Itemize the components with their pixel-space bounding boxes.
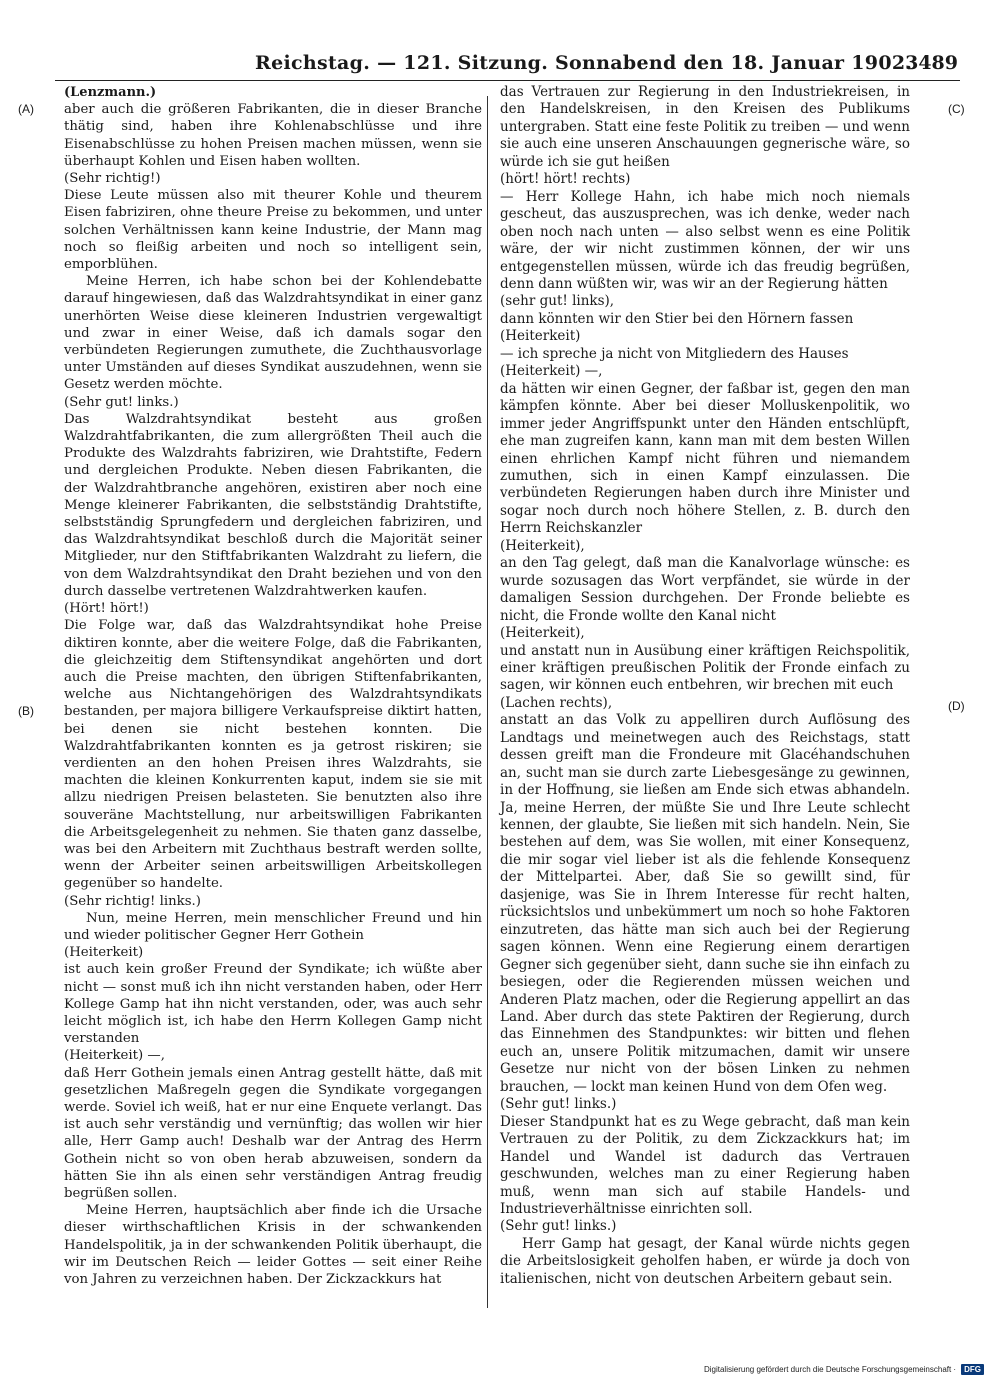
interjection: (Heiterkeit), bbox=[500, 625, 585, 642]
footer bbox=[704, 1364, 984, 1375]
interjection: (hört! hört! rechts) bbox=[500, 171, 631, 188]
paragraph: Dieser Standpunkt hat es zu Wege gebracht, daß man kein Vertrauen zu der Politik, zu dem Zickzackkurs hat; im Handel und Wandel ist dadurch das Vertrauen geschwunden, welches man zu einer Regierung haben muß, wenn man sich auf stabile Handels- und Industrieverhältnisse einrichten soll. bbox=[500, 1113, 910, 1217]
left-column bbox=[64, 84, 482, 1288]
paragraph: Die Folge war, daß das Walzdrahtsyndikat hohe Preise diktiren konnte, aber die weitere Folge, daß die Fabrikanten, die gleichzeitig dem Stiftensyndikat angehörten und dort auch die Preise machten, den übrigen Stiftenfabrikanten, welche aus Nichtangehörigen des Walzdrahtsyndikats bestanden, per majora billigere Verkaufspreise diktirt hatten, bei denen sie nicht bestehen konnten. Die Walzdrahtfabrikanten konnten es ja getrost riskiren; sie verdienten an den hohen Preisen ihres Walzdrahts, sie machten die kleinen Konkurrenten kaput, indem sie sie mit allzu niedrigen Preisen belasteten. Sie benutzten also ihre souveräne Machtstellung, nur arbeitswilligen Fabrikanten die Arbeitsgelegenheit zu nehmen. Sie thaten ganz dasselbe, was bei den Arbeitern mit Zuchthaus bestraft werden sollte, wenn der Arbeiter seinen arbeitswilligen Arbeitskollegen gegenüber so handelte. bbox=[64, 618, 482, 892]
interjection: (Hört! hört!) bbox=[64, 601, 149, 617]
dfg-logo-icon: DFG bbox=[961, 1364, 984, 1375]
margin-marker-a: (A) bbox=[18, 102, 34, 116]
paragraph: da hätten wir einen Gegner, der faßbar ist, gegen den man kämpfen könnte. Aber bei dieser Molluskenpolitik, wo immer jeder Angriffspunkt unter den Händen entschlüpft, ehe man zugreifen kann, kann man mit dem besten Willen einen ehrlichen Kampf nicht führen und niemandem zumuthen, sich in einen Kampf einzulassen. Die verbündeten Regierungen haben durch ihre Minister und sogar noch durch noch höhere Stellen, z. B. durch den Herrn Reichskanzler bbox=[500, 380, 910, 537]
interjection: (Sehr gut! links.) bbox=[64, 394, 179, 410]
header-rule bbox=[55, 80, 960, 81]
page-number: 3489 bbox=[905, 52, 958, 74]
paragraph: Diese Leute müssen also mit theurer Kohle und theurem Eisen fabriziren, ohne theure Preise zu bekommen, und unter solchen Verhältnissen kann keine Industrie, der Mann mag noch so fleißig arbeiten und noch so intelligent sein, emporblühen. bbox=[64, 188, 482, 273]
right-column bbox=[500, 84, 910, 1288]
interjection: (Heiterkeit) —, bbox=[500, 363, 603, 380]
paragraph: daß Herr Gothein jemals einen Antrag gestellt hätte, daß mit gesetzlichen Maßregeln gegen die Syndikate vorgegangen werde. Soviel ich weiß, hat er nur eine Enquete verlangt. Das ist auch sehr verständig und vernünftig; das wollen wir hier alle, Herr Gamp auch! Deshalb war der Antrag des Herrn Gothein nicht so von oben herab abzuweisen, sondern da hätten Sie ihn als einen sehr verständigen Antrag freudig begrüßen sollen. bbox=[64, 1065, 482, 1201]
interjection: (sehr gut! links), bbox=[500, 293, 615, 310]
paragraph: dann könnten wir den Stier bei den Hörnern fassen bbox=[500, 310, 854, 327]
margin-marker-b: (B) bbox=[18, 704, 34, 718]
paragraph: Meine Herren, ich habe schon bei der Kohlendebatte darauf hingewiesen, daß das Walzdrahtsyndikat in einer ganz unerhörten Weise diese kleineren Industrien vergewaltigt und zwar in einer Weise, daß ich damals sogar den verbündeten Regierungen zumuthete, die Zuchthausvorlage unter Umständen auf dieses Syndikat auszudehnen, wenn sie Gesetz werden möchte. bbox=[64, 274, 482, 393]
paragraph: ist auch kein großer Freund der Syndikate; ich wüßte aber nicht — sonst muß ich ihn nicht verstanden haben, oder Herr Kollege Gamp hat ihn nicht verstanden, oder, was auch sehr leicht möglich ist, ich habe den Herrn Kollegen Gamp nicht verstanden bbox=[64, 962, 482, 1047]
paragraph: Das Walzdrahtsyndikat besteht aus großen Walzdrahtfabrikanten, die zum allergrößten Theil auch die Produkte des Walzdrahts fabriziren, wie Drahtstifte, Federn und dergleichen Produkte. Neben diesen Fabrikanten, die der Walzdrahtbranche angehören, existiren aber noch eine Menge kleinerer Fabrikanten, die selbstständig Drahtstifte, selbstständig Sprungfedern und dergleichen fabriziren, und das Walzdrahtsyndikat beschloß durch die Majorität seiner Mitglieder, nur den Stiftfabrikanten Walzdraht zu liefern, die von dem Walzdrahtsyndikat den Draht beziehen und von den durch dasselbe vertretenen Walzdrahtwerken kaufen. bbox=[64, 411, 482, 599]
interjection: (Heiterkeit) bbox=[64, 945, 144, 961]
paragraph: Nun, meine Herren, mein menschlicher Freund und hin und wieder politischer Gegner Herr Gothein bbox=[64, 910, 482, 943]
interjection: (Lachen rechts), bbox=[500, 694, 613, 711]
paragraph: das Vertrauen zur Regierung in den Industriekreisen, in den Handelskreisen, in den Kreisen des Publikums untergraben. Statt eine feste Politik zu treiben — und wenn sie auch eine unseren Anschauungen gegnerische wäre, so würde ich sie gut heißen bbox=[500, 84, 910, 170]
interjection: (Heiterkeit) bbox=[500, 328, 581, 345]
paragraph: aber auch die größeren Fabrikanten, die in dieser Branche thätig sind, haben ihre Kohlenabschlüsse und ihre Eisenabschlüsse zu hohen Preisen machen müssen, wenn sie überhaupt Kohlen und Eisen haben wollten. bbox=[64, 102, 482, 169]
paragraph: und anstatt nun in Ausübung einer kräftigen Reichspolitik, einer kräftigen preußischen Politik der Fronde einfach zu sagen, wir können euch entbehren, wir brechen mit euch bbox=[500, 642, 910, 694]
interjection: (Heiterkeit) —, bbox=[64, 1048, 165, 1064]
footer-text: Digitalisierung gefördert durch die Deutsche Forschungsgemeinschaft · bbox=[703, 1365, 957, 1374]
interjection: (Sehr gut! links.) bbox=[500, 1096, 617, 1113]
page-header-title: Reichstag. — 121. Sitzung. Sonnabend den 18. Januar 1902. bbox=[255, 52, 913, 74]
paragraph: Herr Gamp hat gesagt, der Kanal würde nichts gegen die Arbeitslosigkeit geholfen haben, er würde ja doch von italienischen, nicht von deutschen Arbeitern gebaut sein. bbox=[500, 1235, 910, 1287]
interjection: (Sehr richtig!) bbox=[64, 171, 161, 187]
margin-marker-c: (C) bbox=[948, 102, 965, 116]
paragraph: Meine Herren, hauptsächlich aber finde ich die Ursache dieser wirthschaftlichen Krisis in der schwankenden Handelspolitik, ja in der schwankenden Politik überhaupt, die wir im Deutschen Reich — leider Gottes — seit einer Reihe von Jahren zu verzeichnen haben. Der Zickzackkurs hat bbox=[64, 1203, 482, 1288]
interjection: (Sehr richtig! links.) bbox=[64, 893, 201, 909]
paragraph: anstatt an das Volk zu appelliren durch Auflösung des Landtags und meinetwegen auch des Reichstags, statt dessen greift man die Frondeure mit Glacéhandschuhen an, sucht man sie durch zarte Liebesgesänge zu gewinnen, in der Hoffnung, sie ließen am Ende sich etwas abhandeln. Ja, meine Herren, der müßte Sie und Ihre Leute schlecht kennen, der glaubte, Sie ließen mit sich handeln. Nein, Sie bestehen auf dem, was Sie wollen, mit einer Konsequenz, die mir sogar viel lieber ist als die fehlende Konsequenz der Mittelpartei. Aber, daß Sie so gewillt sind, für dasjenige, was Sie in Ihrem Interesse für recht halten, rücksichtslos und unbekümmert um noch so hohe Faktoren einzutreten, das hätte man sich auch bei der Regierung sagen können. Wenn eine Regierung einem derartigen Gegner sich gegenüber sieht, dann suche sie ihn einfach zu besiegen, oder die Regierenden müssen weichen und Anderen Platz machen, oder die Regierung appellirt an das Land. Aber durch das stete Paktiren der Regierung, durch das Einnehmen des Standpunktes: wir bitten und flehen euch an, unsere Politik mitzumachen, damit wir unsere Gesetze nur nicht von der bösen Linken zu nehmen brauchen, — lockt man keinen Hund von dem Ofen weg. bbox=[500, 712, 910, 1095]
paragraph: — ich spreche ja nicht von Mitgliedern des Hauses bbox=[500, 345, 849, 362]
column-divider bbox=[487, 96, 488, 1308]
paragraph: an den Tag gelegt, daß man die Kanalvorlage wünsche: es wurde sozusagen das Wort verpfändet, sie würde in der damaligen Session durchgehen. Der Fronde beliebte es nicht, die Fronde wollte den Kanal nicht bbox=[500, 555, 910, 624]
interjection: (Heiterkeit), bbox=[500, 537, 585, 554]
speaker-name: (Lenzmann.) bbox=[64, 85, 157, 100]
interjection: (Sehr gut! links.) bbox=[500, 1218, 617, 1235]
paragraph: — Herr Kollege Hahn, ich habe mich noch niemals gescheut, das auszusprechen, was ich denke, weder nach oben noch nach unten — also selbst wenn es eine Politik wäre, der wir nicht zustimmen können, der wir uns entgegenstellen müssen, würde ich das freudig begrüßen, denn dann wüßten wir, was wir an der Regierung hätten bbox=[500, 188, 910, 292]
margin-marker-d: (D) bbox=[948, 699, 965, 713]
